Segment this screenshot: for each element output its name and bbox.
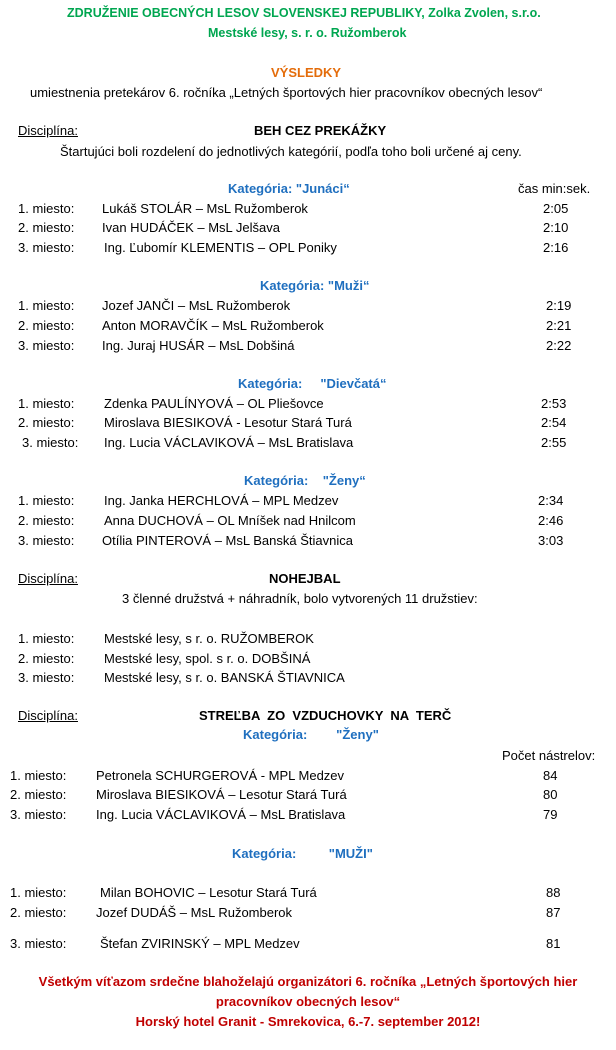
place-label: 2. miesto:: [18, 318, 75, 333]
discipline-label: Disciplína:: [18, 571, 78, 586]
result-time: 2:05: [543, 201, 569, 216]
result-time: 2:54: [541, 415, 567, 430]
place-label: 3. miesto:: [18, 240, 75, 255]
place-label: 3. miesto:: [10, 936, 67, 951]
category-title: Kategória: "MUŽI": [232, 846, 373, 861]
discipline-3-name: STREĽBA ZO VZDUCHOVKY NA TERČ: [199, 708, 452, 723]
place-label: 1. miesto:: [10, 885, 67, 900]
place-label: 1. miesto:: [18, 396, 75, 411]
competitor-name: Lukáš STOLÁR – MsL Ružomberok: [102, 201, 308, 216]
place-label: 1. miesto:: [10, 768, 67, 783]
category-title: Kategória: "Junáci“: [228, 181, 350, 196]
result-time: 2:21: [546, 318, 572, 333]
result-time: 2:19: [546, 298, 572, 313]
competitor-name: Jozef JANČI – MsL Ružomberok: [102, 298, 291, 313]
footer-line2: pracovníkov obecných lesov“: [215, 994, 401, 1009]
discipline-label: Disciplína:: [18, 708, 78, 723]
shot-count: 81: [546, 936, 561, 951]
team-name: Mestské lesy, spol. s r. o. DOBŠINÁ: [104, 651, 311, 666]
competitor-name: Ing. Ľubomír KLEMENTIS – OPL Poniky: [104, 240, 337, 255]
result-time: 2:22: [546, 338, 572, 353]
place-label: 3. miesto:: [18, 533, 75, 548]
place-label: 3. miesto:: [10, 807, 67, 822]
place-label: 2. miesto:: [10, 905, 67, 920]
shot-count: 79: [543, 807, 558, 822]
discipline-1-name: BEH CEZ PREKÁŽKY: [254, 123, 387, 138]
place-label: 1. miesto:: [18, 298, 75, 313]
category-title: Kategória: "Dievčatá“: [238, 376, 387, 391]
competitor-name: Miroslava BIESIKOVÁ – Lesotur Stará Turá: [96, 787, 347, 802]
competitor-name: Štefan ZVIRINSKÝ – MPL Medzev: [100, 936, 300, 951]
result-time: 2:55: [541, 435, 567, 450]
category-title: Kategória: "Muži“: [260, 278, 370, 293]
shot-count: 87: [546, 905, 561, 920]
competitor-name: Milan BOHOVIC – Lesotur Stará Turá: [100, 885, 317, 900]
place-label: 2. miesto:: [18, 513, 75, 528]
result-time: 3:03: [538, 533, 564, 548]
place-label: 3. miesto:: [18, 670, 75, 685]
page-title: VÝSLEDKY: [271, 65, 342, 80]
competitor-name: Ing. Lucia VÁCLAVIKOVÁ – MsL Bratislava: [104, 435, 354, 450]
footer-line3: Horský hotel Granit - Smrekovica, 6.-7. september 2012!: [135, 1014, 481, 1029]
discipline-label: Disciplína:: [18, 123, 78, 138]
category-title: Kategória: "Ženy“: [244, 473, 366, 488]
place-label: 1. miesto:: [18, 493, 75, 508]
competitor-name: Otília PINTEROVÁ – MsL Banská Štiavnica: [102, 533, 353, 548]
place-label: 3. miesto:: [22, 435, 79, 450]
place-label: 2. miesto:: [18, 220, 75, 235]
competitor-name: Jozef DUDÁŠ – MsL Ružomberok: [96, 905, 293, 920]
result-time: 2:34: [538, 493, 564, 508]
competitor-name: Ivan HUDÁČEK – MsL Jelšava: [102, 220, 280, 235]
shot-count: 84: [543, 768, 558, 783]
result-time: 2:46: [538, 513, 564, 528]
place-label: 1. miesto:: [18, 201, 75, 216]
team-name: Mestské lesy, s r. o. RUŽOMBEROK: [104, 631, 314, 646]
result-time: 2:16: [543, 240, 569, 255]
place-label: 3. miesto:: [18, 338, 75, 353]
competitor-name: Miroslava BIESIKOVÁ - Lesotur Stará Turá: [104, 415, 352, 430]
org-name-line2: Mestské lesy, s. r. o. Ružomberok: [208, 26, 407, 40]
result-time: 2:10: [543, 220, 569, 235]
place-label: 2. miesto:: [18, 651, 75, 666]
competitor-name: Anna DUCHOVÁ – OL Mníšek nad Hnilcom: [104, 513, 356, 528]
competitor-name: Petronela SCHURGEROVÁ - MPL Medzev: [96, 768, 345, 783]
place-label: 2. miesto:: [10, 787, 67, 802]
page-subtitle: umiestnenia pretekárov 6. ročníka „Letných športových hier pracovníkov obecných lesov“: [30, 85, 543, 100]
category-title: Kategória: "Ženy": [243, 727, 379, 742]
shot-count: 88: [546, 885, 561, 900]
time-header: čas min:sek.: [518, 181, 591, 196]
shot-count: 80: [543, 787, 558, 802]
discipline-2-note: 3 členné družstvá + náhradník, bolo vytvorených 11 družstiev:: [122, 591, 478, 606]
competitor-name: Ing. Janka HERCHLOVÁ – MPL Medzev: [104, 493, 339, 508]
competitor-name: Ing. Lucia VÁCLAVIKOVÁ – MsL Bratislava: [96, 807, 346, 822]
place-label: 2. miesto:: [18, 415, 75, 430]
competitor-name: Ing. Juraj HUSÁR – MsL Dobšiná: [102, 338, 295, 353]
discipline-2-name: NOHEJBAL: [269, 571, 341, 586]
org-name-line1: ZDRUŽENIE OBECNÝCH LESOV SLOVENSKEJ REPUBLIKY, Zolka Zvolen, s.r.o.: [67, 6, 541, 20]
competitor-name: Anton MORAVČÍK – MsL Ružomberok: [102, 318, 324, 333]
result-time: 2:53: [541, 396, 567, 411]
discipline-1-note: Štartujúci boli rozdelení do jednotlivých kategórií, podľa toho boli určené aj ceny.: [60, 144, 522, 159]
place-label: 1. miesto:: [18, 631, 75, 646]
count-header: Počet nástrelov:: [502, 748, 596, 763]
footer-line1: Všetkým víťazom srdečne blahoželajú organizátori 6. ročníka „Letných športových hier: [38, 974, 578, 989]
team-name: Mestské lesy, s r. o. BANSKÁ ŠTIAVNICA: [104, 670, 345, 685]
competitor-name: Zdenka PAULÍNYOVÁ – OL Pliešovce: [104, 396, 324, 411]
